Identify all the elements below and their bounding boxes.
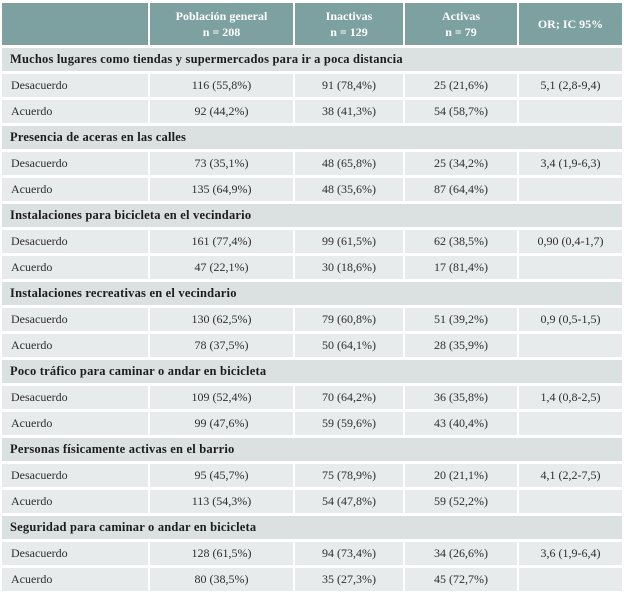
cell-poblacion-general: 161 (77,4%) [150, 230, 293, 253]
section-row [2, 438, 622, 461]
column-title: Inactivas [325, 8, 373, 23]
column-title: Activas [442, 8, 480, 23]
cell-activas: 45 (72,7%) [405, 568, 517, 591]
cell-activas: 20 (21,1%) [405, 464, 517, 487]
row-label: Desacuerdo [2, 74, 148, 97]
row-label: Acuerdo [2, 412, 148, 435]
cell-inactivas: 30 (18,6%) [295, 256, 403, 279]
cell-poblacion-general: 95 (45,7%) [150, 464, 293, 487]
column-header-inactivas [295, 3, 403, 45]
table-row [2, 464, 622, 487]
column-title: OR; IC 95% [537, 16, 604, 31]
cell-activas: 25 (21,6%) [405, 74, 517, 97]
cell-or-ic: 1,4 (0,8-2,5) [519, 386, 622, 409]
cell-activas: 51 (39,2%) [405, 308, 517, 331]
cell-or-ic: 5,1 (2,8-9,4) [519, 74, 622, 97]
cell-poblacion-general: 113 (54,3%) [150, 490, 293, 513]
row-label: Acuerdo [2, 178, 148, 201]
cell-activas: 59 (52,2%) [405, 490, 517, 513]
cell-activas: 28 (35,9%) [405, 334, 517, 357]
row-label: Desacuerdo [2, 386, 148, 409]
table-row [2, 542, 622, 565]
cell-or-ic [519, 256, 622, 279]
cell-or-ic: 4,1 (2,2-7,5) [519, 464, 622, 487]
column-header-activas [405, 3, 517, 45]
cell-activas: 62 (38,5%) [405, 230, 517, 253]
cell-inactivas: 48 (65,8%) [295, 152, 403, 175]
column-title: Población general [175, 8, 268, 23]
cell-or-ic [519, 100, 622, 123]
table-row [2, 74, 622, 97]
section-title: Muchos lugares como tiendas y supermercados para ir a poca distancia [2, 48, 622, 71]
table-row [2, 334, 622, 357]
section-title: Instalaciones recreativas en el vecindario [2, 282, 622, 305]
table-row [2, 568, 622, 591]
table-row [2, 100, 622, 123]
section-row [2, 516, 622, 539]
column-header-poblacion-general [150, 3, 293, 45]
section-title: Presencia de aceras en las calles [2, 126, 622, 149]
column-header-empty [2, 3, 148, 45]
cell-activas: 36 (35,8%) [405, 386, 517, 409]
table-row [2, 230, 622, 253]
section-row [2, 282, 622, 305]
cell-inactivas: 50 (64,1%) [295, 334, 403, 357]
cell-inactivas: 70 (64,2%) [295, 386, 403, 409]
cell-inactivas: 38 (41,3%) [295, 100, 403, 123]
section-title: Personas físicamente activas en el barrio [2, 438, 622, 461]
cell-activas: 54 (58,7%) [405, 100, 517, 123]
cell-or-ic [519, 412, 622, 435]
cell-inactivas: 75 (78,9%) [295, 464, 403, 487]
cell-inactivas: 94 (73,4%) [295, 542, 403, 565]
row-label: Desacuerdo [2, 542, 148, 565]
cell-or-ic [519, 178, 622, 201]
cell-or-ic: 3,4 (1,9-6,3) [519, 152, 622, 175]
cell-poblacion-general: 78 (37,5%) [150, 334, 293, 357]
cell-poblacion-general: 92 (44,2%) [150, 100, 293, 123]
row-label: Desacuerdo [2, 464, 148, 487]
row-label: Acuerdo [2, 568, 148, 591]
cell-or-ic [519, 334, 622, 357]
table-row [2, 386, 622, 409]
cell-inactivas: 79 (60,8%) [295, 308, 403, 331]
cell-activas: 87 (64,4%) [405, 178, 517, 201]
table-row [2, 256, 622, 279]
cell-or-ic: 0,90 (0,4-1,7) [519, 230, 622, 253]
cell-poblacion-general: 135 (64,9%) [150, 178, 293, 201]
cell-inactivas: 35 (27,3%) [295, 568, 403, 591]
cell-poblacion-general: 116 (55,8%) [150, 74, 293, 97]
table-row [2, 308, 622, 331]
column-subtitle: n = 208 [202, 25, 241, 39]
cell-or-ic: 3,6 (1,9-6,4) [519, 542, 622, 565]
cell-poblacion-general: 130 (62,5%) [150, 308, 293, 331]
row-label: Acuerdo [2, 334, 148, 357]
table-row [2, 412, 622, 435]
section-title: Instalaciones para bicicleta en el vecindario [2, 204, 622, 227]
table-row [2, 178, 622, 201]
header-row [2, 3, 622, 45]
cell-inactivas: 54 (47,8%) [295, 490, 403, 513]
cell-activas: 43 (40,4%) [405, 412, 517, 435]
cell-poblacion-general: 128 (61,5%) [150, 542, 293, 565]
cell-inactivas: 48 (35,6%) [295, 178, 403, 201]
row-label: Desacuerdo [2, 230, 148, 253]
section-row [2, 48, 622, 71]
cell-inactivas: 99 (61,5%) [295, 230, 403, 253]
cell-poblacion-general: 109 (52,4%) [150, 386, 293, 409]
section-row [2, 126, 622, 149]
row-label: Desacuerdo [2, 308, 148, 331]
cell-inactivas: 91 (78,4%) [295, 74, 403, 97]
section-title: Seguridad para caminar o andar en bicicleta [2, 516, 622, 539]
cell-or-ic: 0,9 (0,5-1,5) [519, 308, 622, 331]
cell-poblacion-general: 73 (35,1%) [150, 152, 293, 175]
cell-or-ic [519, 490, 622, 513]
row-label: Acuerdo [2, 490, 148, 513]
row-label: Acuerdo [2, 100, 148, 123]
cell-poblacion-general: 80 (38,5%) [150, 568, 293, 591]
cell-activas: 17 (81,4%) [405, 256, 517, 279]
column-subtitle: n = 79 [445, 25, 477, 39]
row-label: Desacuerdo [2, 152, 148, 175]
cell-or-ic [519, 568, 622, 591]
column-header-or-ic [519, 3, 622, 45]
table-row [2, 490, 622, 513]
section-title: Poco tráfico para caminar o andar en bicicleta [2, 360, 622, 383]
section-row [2, 360, 622, 383]
cell-poblacion-general: 47 (22,1%) [150, 256, 293, 279]
table-row [2, 152, 622, 175]
cell-inactivas: 59 (59,6%) [295, 412, 403, 435]
section-row [2, 204, 622, 227]
column-subtitle: n = 129 [330, 25, 368, 39]
row-label: Acuerdo [2, 256, 148, 279]
cell-activas: 25 (34,2%) [405, 152, 517, 175]
cell-activas: 34 (26,6%) [405, 542, 517, 565]
cell-poblacion-general: 99 (47,6%) [150, 412, 293, 435]
